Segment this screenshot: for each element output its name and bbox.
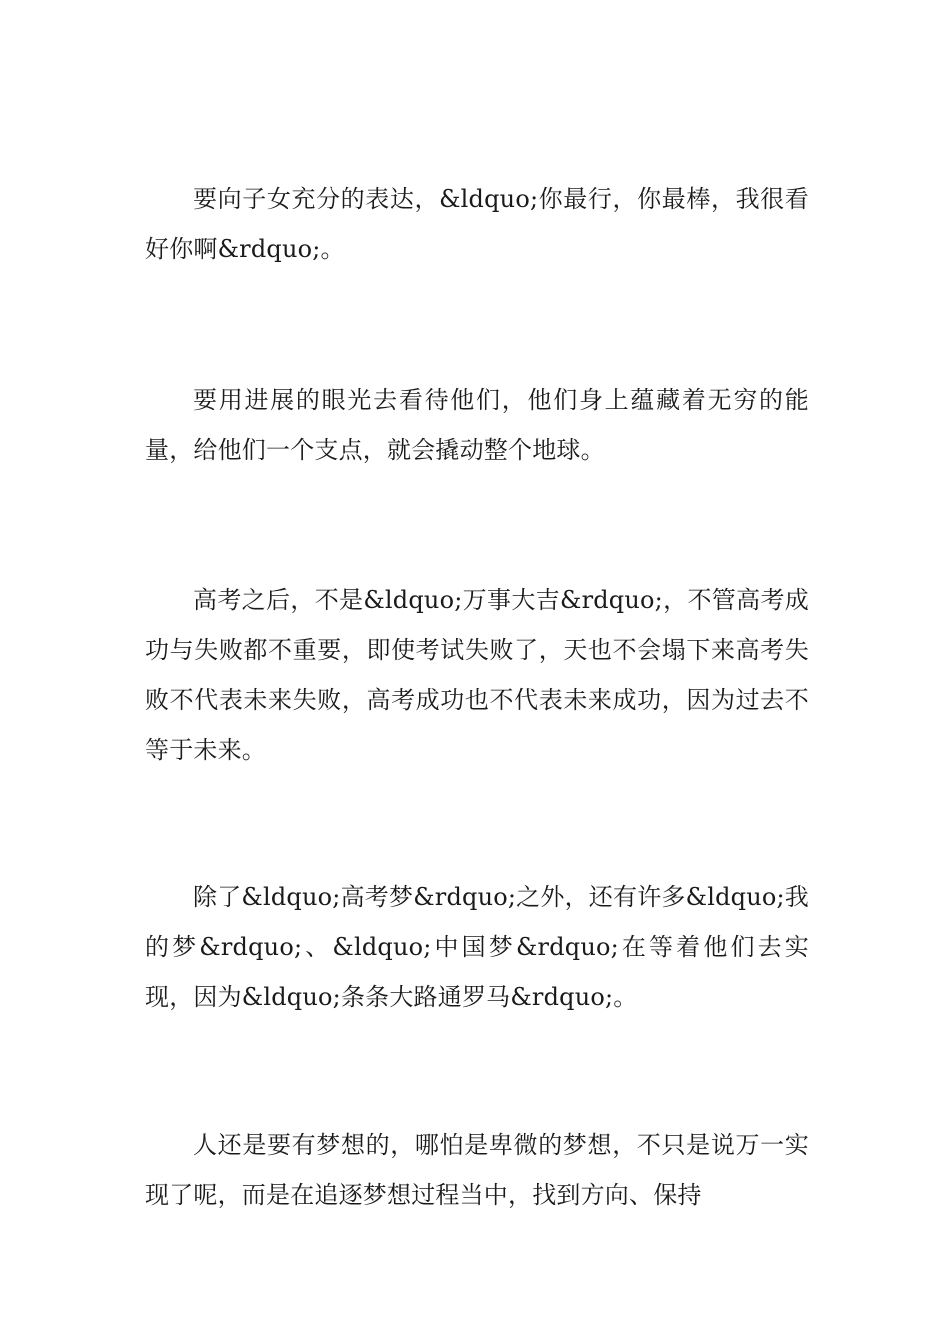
paragraph-2: 要用进展的眼光去看待他们，他们身上蕴藏着无穷的能量，给他们一个支点，就会撬动整个地球。 xyxy=(145,386,809,464)
paragraph-3: 高考之后，不是&ldquo;万事大吉&rdquo;，不管高考成功与失败都不重要，即使考试失败了，天也不会塌下来高考失败不代表未来失败，高考成功也不代表未来成功，因为过去不等于未来。 xyxy=(145,586,809,764)
paragraph-1: 要向子女充分的表达，&ldquo;你最行，你最棒，我很看好你啊&rdquo;。 xyxy=(145,185,809,263)
paragraph-5: 人还是要有梦想的，哪怕是卑微的梦想，不只是说万一实现了呢，而是在追逐梦想过程当中，找到方向、保持 xyxy=(145,1131,809,1209)
paragraph-4: 除了&ldquo;高考梦&rdquo;之外，还有许多&ldquo;我的梦&rdquo;、&ldquo;中国梦&rdquo;在等着他们去实现，因为&ldquo;条条大路通罗马&rdquo;。 xyxy=(145,883,809,1011)
